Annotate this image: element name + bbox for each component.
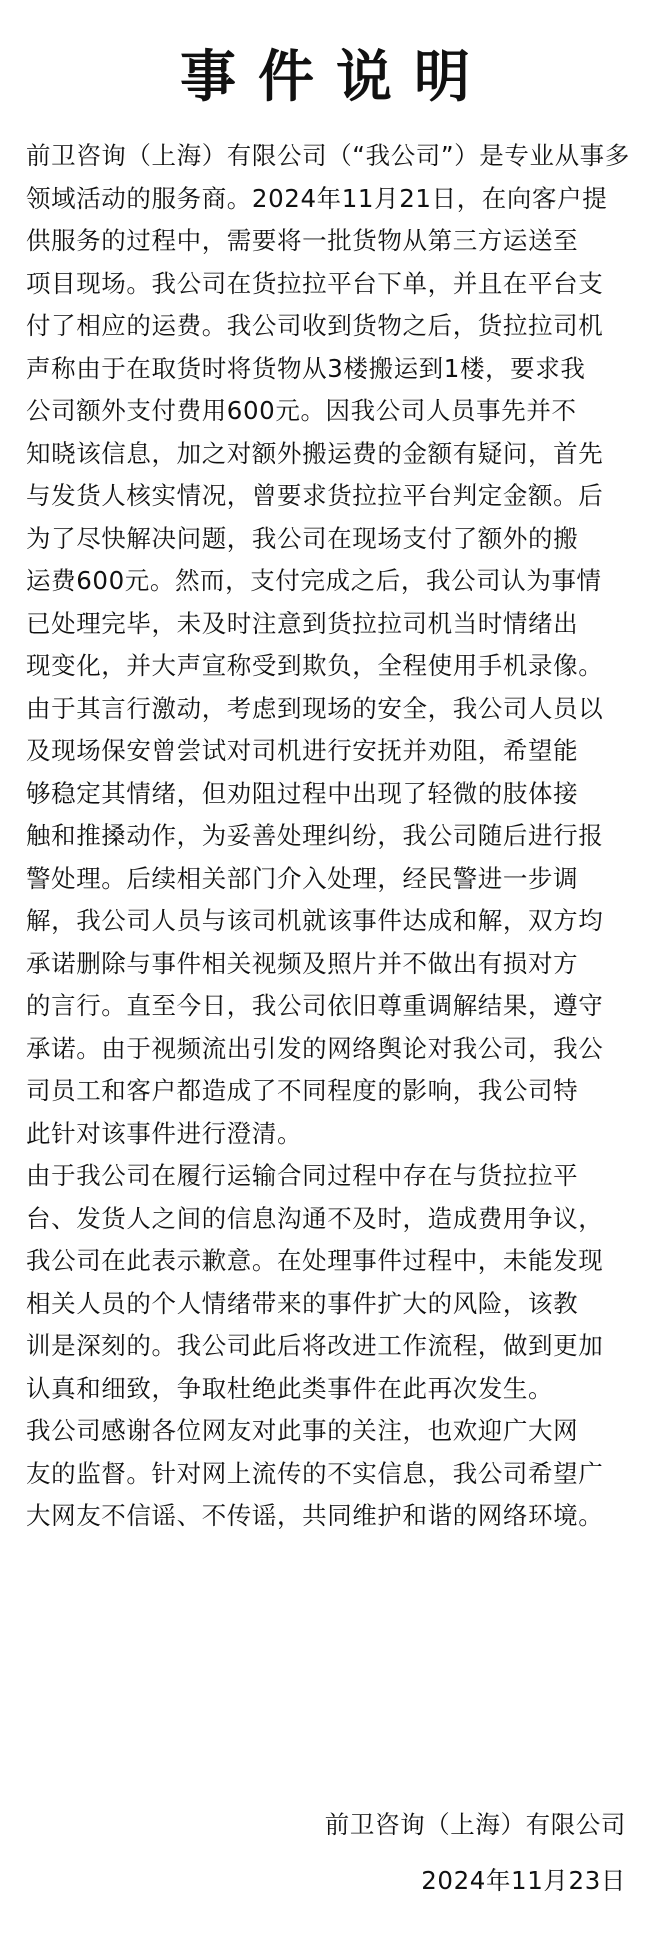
document-body bbox=[26, 135, 630, 1538]
paragraph-thanks: 我公司感谢各位网友对此事的关注，也欢迎广大网 友的监督。针对网上流传的不实信息，我公司希望广 大网友不信谣、不传谣，共同维护和谐的网络环境。 bbox=[26, 1416, 604, 1530]
signature-block bbox=[325, 1797, 626, 1909]
document-title: 事件说明 bbox=[180, 45, 492, 110]
paragraph-apology: 由于我公司在履行运输合同过程中存在与货拉拉平 台、发货人之间的信息沟通不及时，造成费用争议， 我公司在此表示歉意。在处理事件过程中，未能发现 相关人员的个人情绪带来的事件扩大的风险，该教 训是深刻的。我公司此后将改进工作流程，做到更加 认真和细致，争取杜绝此类事件在此再次发生。 bbox=[26, 1161, 604, 1403]
paragraph-incident-description: 前卫咨询（上海）有限公司（“我公司”）是专业从事多 领域活动的服务商。2024年11月21日，在向客户提 供服务的过程中，需要将一批货物从第三方运送至 项目现场。我公司在货拉拉平台下单，并且在平台支 付了相应的运费。我公司收到货物之后，货拉拉司机 声称由于在取货时将货物从3楼搬运到1楼，要求我 公司额外支付费用600元。因我公司人员事先并不 知晓该信息，加之对额外搬运费的金额有疑问，首先 与发货人核实情况，曾要求货拉拉平台判定金额。后 为了尽快解决问题，我公司在现场支付了额外的搬 运费600元。然而，支付完成之后，我公司认为事情 已处理完毕，未及时注意到货拉拉司机当时情绪出 现变化，并大声宣称受到欺负，全程使用手机录像。 由于其言行激动，考虑到现场的安全，我公司人员以 及现场保安曾尝试对司机进行安抚并劝阻，希望能 够稳定其情绪，但劝阻过程中出现了轻微的肢体接 触和推搡动作，为妥善处理纠纷，我公司随后进行报 警处理。后续相关部门介入处理，经民警进一步调 解，我公司人员与该司机就该事件达成和解，双方均 承诺删除与事件相关视频及照片并不做出有损对方 的言行。直至今日，我公司依旧尊重调解结果，遵守 承诺。由于视频流出引发的网络舆论对我公司，我公 司员工和客户都造成了不同程度的影响，我公司特 此针对该事件进行澄清。 bbox=[26, 141, 630, 1148]
signature-date: 2024年11月23日 bbox=[421, 1866, 626, 1895]
signature-company: 前卫咨询（上海）有限公司 bbox=[324, 1810, 626, 1839]
